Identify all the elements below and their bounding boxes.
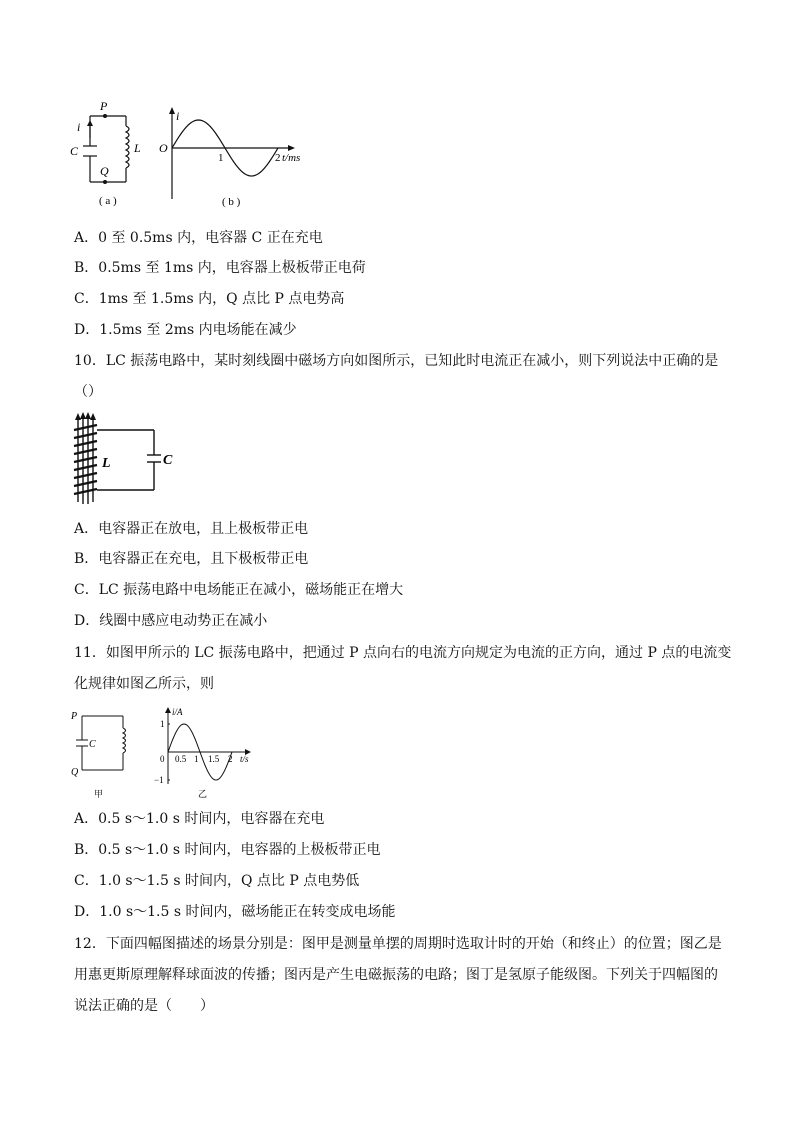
q9-graph-tick1: 1 — [218, 152, 224, 164]
q11-circuit-figure — [68, 706, 142, 804]
q11-graph-figure — [148, 704, 258, 804]
q12-stem-line2: 用惠更斯原理解释球面波的传播；图丙是产生电磁振荡的电路；图丁是氢原子能级图。下列关于四幅图的 — [74, 967, 718, 983]
q11-graph-one: 1 — [160, 719, 165, 729]
q9-circuit-figure — [66, 98, 156, 213]
q9-option-d: D．1.5ms 至 2ms 内电场能在减少 — [74, 322, 297, 338]
q9-label-c: C — [70, 144, 79, 158]
q11-option-a: A．0.5 s～1.0 s 时间内，电容器在充电 — [74, 811, 325, 827]
q9-graph-i: i — [176, 109, 180, 123]
q10-circuit-figure — [66, 412, 186, 506]
q12-stem-line3: 说法正确的是（ ） — [74, 998, 214, 1014]
q10-option-c: C．LC 振荡电路中电场能正在减小，磁场能正在增大 — [74, 582, 404, 598]
q9-label-l: L — [134, 141, 141, 155]
q10-stem-line1: 10．LC 振荡电路中，某时刻线圈中磁场方向如图所示，已知此时电流正在减小，则下列说法中正确的是 — [74, 353, 719, 369]
q9-option-c: C．1ms 至 1.5ms 内，Q 点比 P 点电势高 — [74, 291, 345, 307]
q11-caption-yi: 乙 — [198, 789, 208, 799]
q9-option-a: A．0 至 0.5ms 内，电容器 C 正在充电 — [74, 230, 323, 246]
q9-label-i: i — [77, 120, 81, 134]
q9-graph-t: t/ms — [282, 152, 301, 164]
q11-graph-zero: 0 — [160, 754, 165, 764]
q9-label-q: Q — [100, 164, 109, 178]
q9-caption-a: ( a ) — [99, 195, 117, 207]
q11-stem-line2: 化规律如图乙所示，则 — [74, 676, 214, 692]
q10-option-a: A．电容器正在放电，且上极板带正电 — [74, 521, 309, 537]
q11-option-d: D．1.0 s～1.5 s 时间内，磁场能正在转变成电场能 — [74, 904, 396, 920]
q10-label-l: L — [102, 456, 111, 471]
q11-graph-t2: 2 — [228, 754, 233, 764]
q11-graph-t15: 1.5 — [208, 754, 220, 764]
q9-graph-tick2: 2 — [275, 152, 281, 164]
q11-caption-jia: 甲 — [94, 789, 104, 799]
q10-stem-line2: （） — [74, 384, 102, 400]
q11-option-c: C．1.0 s～1.5 s 时间内，Q 点比 P 点电势低 — [74, 873, 360, 889]
q11-graph-t1: 1 — [194, 754, 199, 764]
q9-option-b: B．0.5ms 至 1ms 内，电容器上极板带正电荷 — [74, 260, 366, 276]
q10-option-d: D．线圈中感应电动势正在减小 — [74, 613, 268, 629]
q9-caption-b: ( b ) — [222, 196, 241, 208]
q10-label-c: C — [163, 453, 173, 468]
q9-graph-figure — [156, 104, 316, 214]
q11-graph-t05: 0.5 — [175, 754, 187, 764]
q9-graph-o: O — [159, 141, 168, 155]
q11-option-b: B．0.5 s～1.0 s 时间内，电容器的上极板带正电 — [74, 842, 381, 858]
q11-graph-i: i/A — [172, 707, 183, 717]
q11-graph-neg-one: −1 — [154, 775, 164, 785]
q11-label-p: P — [71, 711, 78, 722]
q9-label-p: P — [100, 99, 108, 113]
q10-option-b: B．电容器正在充电，且下极板带正电 — [74, 551, 309, 567]
q11-label-c: C — [89, 739, 96, 750]
q12-stem-line1: 12．下面四幅图描述的场景分别是：图甲是测量单摆的周期时选取计时的开始（和终止）的位置；图乙是 — [74, 936, 722, 952]
q11-stem-line1: 11．如图甲所示的 LC 振荡电路中，把通过 P 点向右的电流方向规定为电流的正方向，通过 P 点的电流变 — [74, 645, 732, 661]
q11-label-q: Q — [71, 767, 79, 778]
q11-graph-t: t/s — [240, 754, 249, 764]
